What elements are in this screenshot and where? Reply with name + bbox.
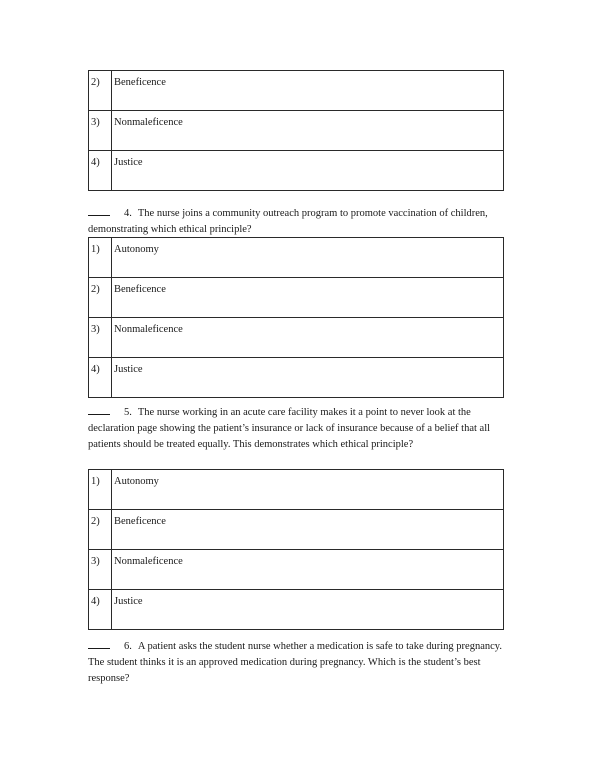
- option-text: Autonomy: [112, 238, 504, 278]
- option-text: Beneficence: [112, 510, 504, 550]
- option-text: Nonmaleficence: [112, 111, 504, 151]
- question-text: The nurse working in an acute care facility makes it a point to never look at the declaration page showing the patient’s insurance or lack of insurance because of a belief that all patients should be treated equally. This demonstrates which ethical principle?: [88, 407, 491, 450]
- option-row: [89, 71, 504, 111]
- option-number: 4): [89, 358, 112, 398]
- question-number: 4.: [124, 208, 132, 219]
- option-text: Nonmaleficence: [112, 318, 504, 358]
- option-row: [89, 358, 504, 398]
- option-row: [89, 238, 504, 278]
- answer-blank[interactable]: [88, 205, 110, 216]
- option-row: [89, 278, 504, 318]
- option-number: 1): [89, 470, 112, 510]
- question-4: [88, 205, 508, 238]
- option-number: 3): [89, 318, 112, 358]
- option-number: 4): [89, 590, 112, 630]
- option-number: 4): [89, 151, 112, 191]
- answer-blank[interactable]: [88, 638, 110, 649]
- option-row: [89, 550, 504, 590]
- option-number: 2): [89, 278, 112, 318]
- option-number: 2): [89, 71, 112, 111]
- option-text: Justice: [112, 151, 504, 191]
- option-row: [89, 590, 504, 630]
- option-row: [89, 111, 504, 151]
- option-number: 1): [89, 238, 112, 278]
- option-text: Beneficence: [112, 71, 504, 111]
- question-4-options-table: [88, 237, 504, 398]
- option-text: Justice: [112, 590, 504, 630]
- option-number: 2): [89, 510, 112, 550]
- option-row: [89, 470, 504, 510]
- option-number: 3): [89, 111, 112, 151]
- option-text: Beneficence: [112, 278, 504, 318]
- option-row: [89, 510, 504, 550]
- option-row: [89, 318, 504, 358]
- question-5-options-table: [88, 469, 504, 630]
- option-number: 3): [89, 550, 112, 590]
- question-5: [88, 404, 508, 453]
- question-text: The nurse joins a community outreach program to promote vaccination of children, demonstrating which ethical principle?: [88, 208, 488, 235]
- option-text: Autonomy: [112, 470, 504, 510]
- question-text: A patient asks the student nurse whether a medication is safe to take during pregnancy. The student thinks it is an approved medication during pregnancy. Which is the student’s best response?: [88, 641, 502, 684]
- question-3-options-table: [88, 70, 504, 191]
- question-6: [88, 638, 508, 687]
- question-number: 6.: [124, 641, 132, 652]
- answer-blank[interactable]: [88, 404, 110, 415]
- option-text: Nonmaleficence: [112, 550, 504, 590]
- option-row: [89, 151, 504, 191]
- option-text: Justice: [112, 358, 504, 398]
- question-number: 5.: [124, 407, 132, 418]
